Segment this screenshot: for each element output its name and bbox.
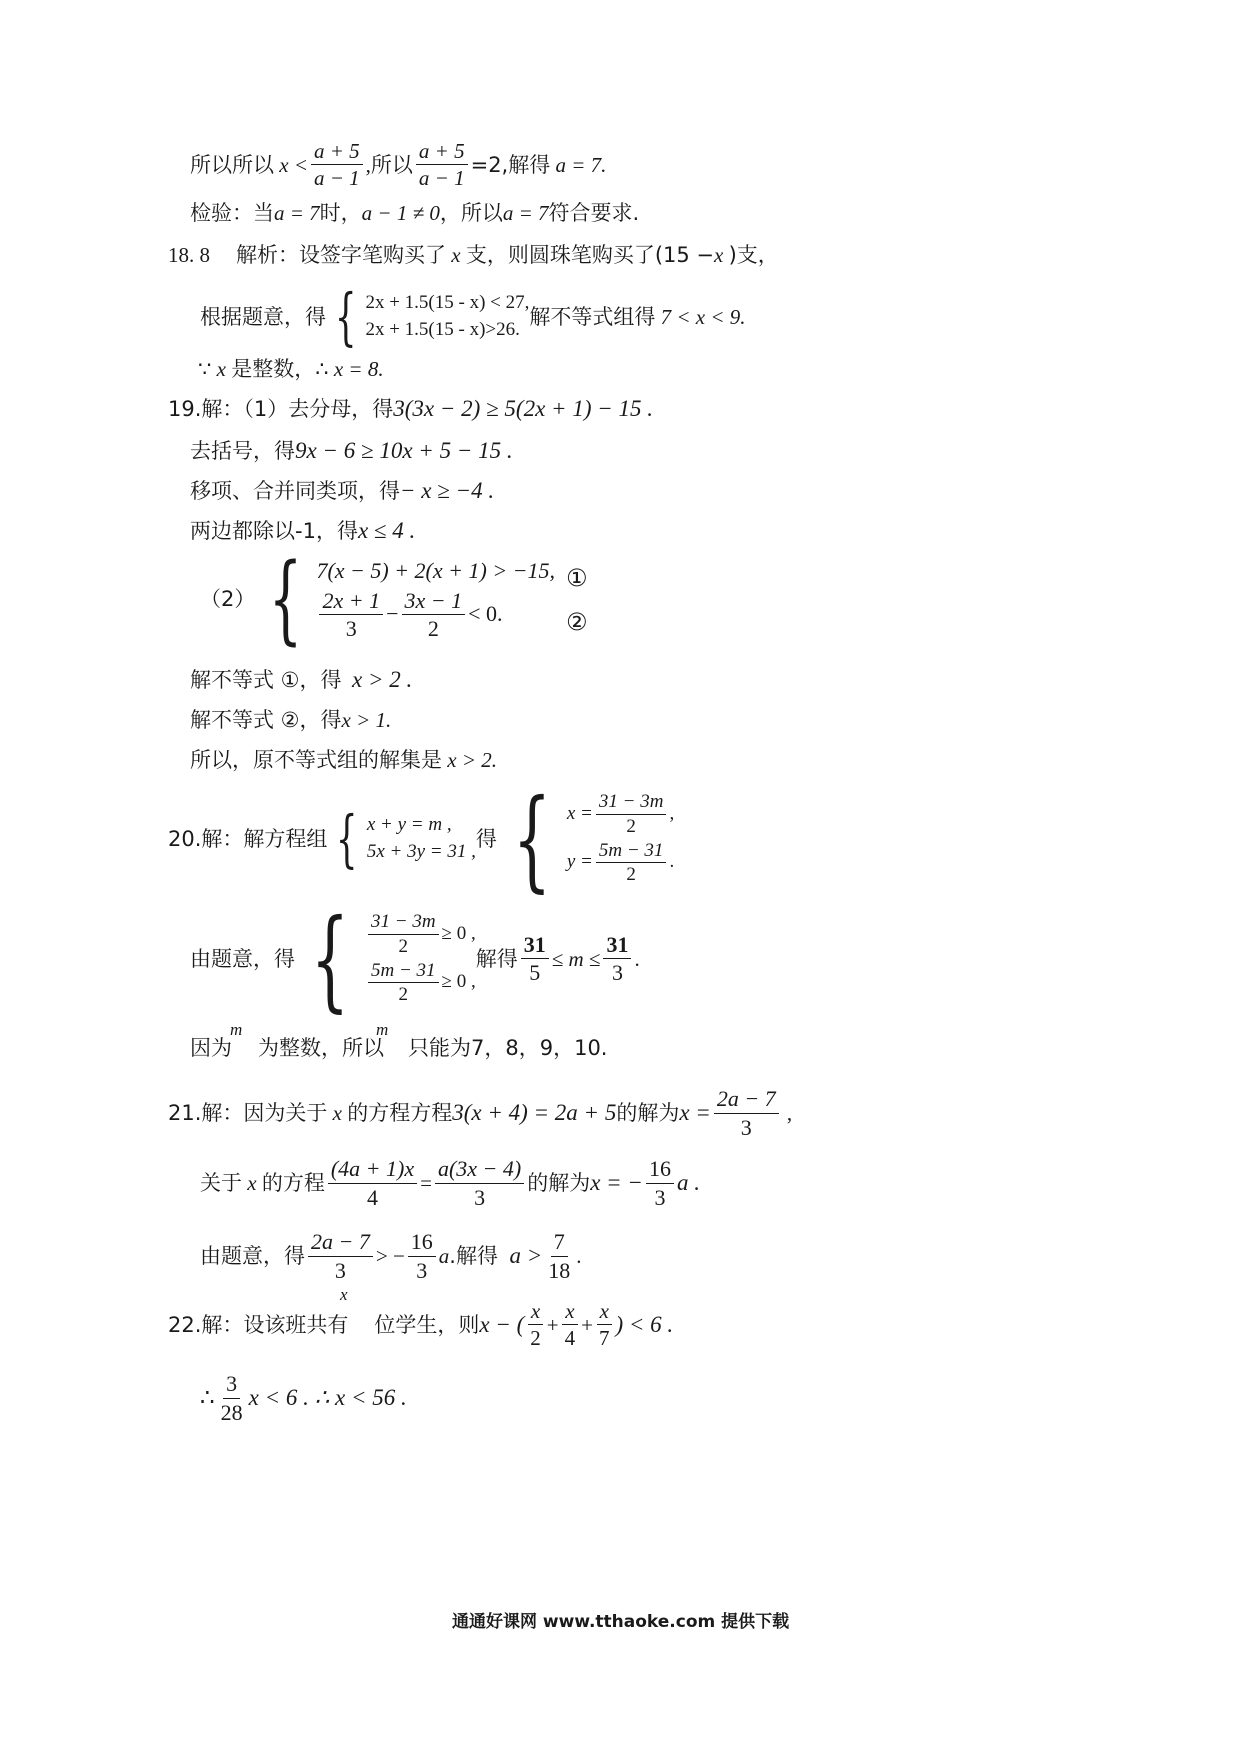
problem-21: 21.解：因为关于 x 的方程方程 3(x + 4) = 2a + 5 的解为 x = $\frac{2a - 7}{3}$ , <box>168 1086 793 1140</box>
line-9: 两边都除以-1，得 x ≤ 4 . <box>190 518 416 543</box>
problem-19: 19.解：（1）去分母，得 3(3x − 2) ≥ 5(2x + 1) − 15 . <box>168 396 654 421</box>
problem-20: 20.解：解方程组 { x + y = m , 5x + 3y = 31 , 得 { x = $\frac{31 - 3m}{2}$ , y = $\frac{5m - 31}{2}$ . <box>168 774 675 903</box>
line-7: 去括号，得 9x − 6 ≥ 10x + 5 − 15 . <box>190 438 513 463</box>
line-16: 因为 为整数，所以 只能为7，8，9，10. <box>190 1036 608 1060</box>
m-superscript: m <box>230 1020 243 1039</box>
circle-1-marker: ① <box>566 564 588 592</box>
line-8: 移项、合并同类项，得 − x ≥ −4 . <box>190 478 495 503</box>
problem-18: 18. 8 解析：设签字笔购买了 x 支，则圆珠笔购买了(15 − x )支， <box>168 243 779 267</box>
fraction: $\frac{a + 5}{a - 1}$ <box>311 138 363 192</box>
line-15: 由题意，得 { $\frac{31 - 3m}{2}$ ≥ 0 , $\frac{5m - 31}{2}$ ≥ 0 , 解得 $\frac{31}{5}$ ≤ m ≤ $\frac{31}{3}$ . <box>190 894 640 1023</box>
line-1: 所以所以 x < $\frac{a + 5}{a - 1}$ , 所以 $\frac{a + 5}{a - 1}$ =2,解得 a = 7. <box>190 139 607 191</box>
line-21: ∴ $\frac{3}{28}$ x < 6 . ∴ x < 56 . <box>200 1371 407 1425</box>
line-5: ∵ x 是整数，∴ x = 8. <box>198 357 384 381</box>
x-superscript: x <box>340 1285 348 1304</box>
line-13: 所以，原不等式组的解集是 x > 2. <box>190 748 497 772</box>
problem-22: 22.解：设该班共有 位学生，则 x − ( $\frac{x}{2}$ + $\frac{x}{4}$ + $\frac{x}{7}$ ) < 6 . <box>168 1299 674 1351</box>
line-19: 由题意，得 $\frac{2a - 7}{3}$ > − $\frac{16}{3}$ a .解得 a > $\frac{7}{18}$ . <box>200 1229 582 1283</box>
system-2: （2） { 7(x − 5) + 2(x + 1) > −15, $\frac{2x + 1}{3}$ − $\frac{3x - 1}{2}$ < 0. <box>200 543 556 656</box>
line-4: 根据题意，得 { 2x + 1.5(15 - x) < 27, 2x + 1.5(15 - x)>26. 解不等式组得 7 < x < 9. <box>200 279 746 353</box>
line-18: 关于 x 的方程 $\frac{(4a + 1)x}{4}$ = $\frac{a(3x - 4)}{3}$ 的解为 x = − $\frac{16}{3}$ a . <box>200 1156 700 1210</box>
circle-2-marker: ② <box>566 608 588 636</box>
m-superscript: m <box>376 1020 389 1039</box>
line-2: 检验：当 a = 7 时， a − 1 ≠ 0 ，所以 a = 7 符合要求. <box>190 201 640 225</box>
fraction: $\frac{a + 5}{a - 1}$ <box>416 138 468 192</box>
footer: 通通好课网 www.tthaoke.com 提供下载 <box>452 1612 790 1632</box>
line-11: 解不等式 ①，得 x > 2 . <box>190 667 413 692</box>
line-12: 解不等式 ②，得 x > 1. <box>190 708 392 732</box>
